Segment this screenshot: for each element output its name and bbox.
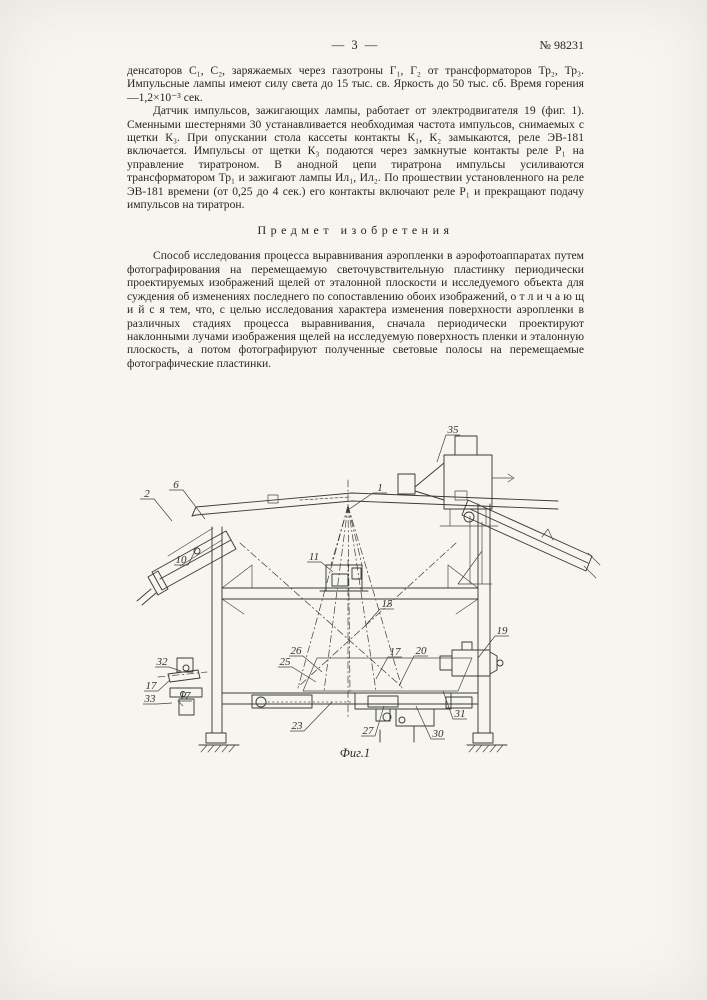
svg-text:6: 6: [173, 479, 179, 491]
figure-label-1: [348, 482, 387, 510]
svg-text:30: 30: [432, 728, 444, 740]
text-column: [127, 38, 584, 370]
left-projector: [137, 528, 236, 605]
figure-caption: Фиг.1: [339, 746, 371, 760]
svg-text:20: 20: [415, 645, 427, 657]
svg-text:11: 11: [308, 551, 320, 563]
figure-label-6: [169, 479, 205, 519]
svg-text:15: 15: [381, 598, 393, 610]
svg-text:2: 2: [144, 488, 150, 500]
svg-text:17: 17: [145, 680, 157, 692]
svg-text:10: 10: [175, 554, 187, 566]
svg-text:33: 33: [144, 693, 156, 705]
svg-text:25: 25: [279, 656, 291, 668]
figure-drawing: [120, 420, 620, 780]
figure-label-19: [478, 625, 509, 658]
svg-text:32: 32: [156, 656, 168, 668]
figure-label-25: [278, 656, 316, 682]
svg-text:23: 23: [291, 720, 303, 732]
figure-label-20: [399, 645, 428, 686]
paragraph-lamps: денсаторов С₁, С₂, заряжаемых через газотроны Г₁, Г₂ от трансформаторов Тр₂, Тр₃. Импульсные лампы имеют силу света до 15 тыс. св. Яркость до 50 тыс. сб. Время горения—1,2×10⁻³ сек.: [127, 64, 584, 104]
figure-label-17: [178, 690, 192, 706]
page-header: [127, 38, 584, 56]
svg-text:35: 35: [447, 424, 459, 436]
figure-label-30: [416, 706, 445, 740]
svg-text:26: 26: [290, 645, 302, 657]
drive-motor: [440, 642, 503, 690]
figure-1: [120, 420, 620, 780]
svg-text:17: 17: [179, 690, 191, 702]
section-heading: Предмет изобретения: [257, 223, 454, 238]
top-bridge: [192, 491, 558, 516]
right-projector-arm: [458, 500, 600, 584]
svg-text:17: 17: [389, 646, 401, 658]
patent-number: № 98231: [539, 38, 584, 52]
page-number: — 3 —: [331, 38, 380, 52]
figure-label-33: [143, 693, 172, 705]
svg-text:31: 31: [454, 708, 466, 720]
paragraph-pulse-sensor: Датчик импульсов, зажигающих лампы, работает от электродвигателя 19 (фиг. 1). Сменными шестернями 30 устанавливается необходимая частота импульсов, снимаемых с щетки К₃. При опускании стола кассеты контакты К₁, К₂ замыкаются, реле ЭВ-181 включается. Импульсы от щетки К₃ подаются через замкнутые контакты реле Р₁ на управление тиратроном. В анодной цепи тиратрона импульсы усиливаются трансформатором Тр₁ и зажигают лампы Ил₁, Ил₂. По прошествии установленного на реле ЭВ-181 времени (от 0,25 до 4 сек.) его контакты включают реле Р₁ и прекращают подачу импульсов на тиратрон.: [127, 104, 584, 212]
figure-label-11: [307, 551, 333, 572]
figure-label-17: [144, 680, 170, 692]
central-optical-unit: [320, 565, 368, 591]
paragraph-claim: Способ исследования процесса выравнивания аэропленки в аэрофотоаппаратах путем фотографирования на перемещаемую светочувствительную пластинку периодически проектируемых изображений щелей от эталонной плоскости и исследуемого объекта для суждения об изменениях последнего по сопоставлению обоих изображений, о т л и ч а ю щ и й с я тем, что, с целью исследования характера изменения поверхности аэропленки в различных стадиях процесса выравнивания, сначала периодически проектируют наклонными лучами изображения щелей на исследуемую поверхность пленки и эталонную плоскость, а потом фотографируют полученные световые полосы на перемещаемые фотографические пластинки.: [127, 249, 584, 370]
figure-label-35: [437, 424, 460, 462]
svg-text:1: 1: [377, 482, 383, 494]
figure-label-2: [140, 488, 172, 521]
figure-label-31: [443, 691, 467, 720]
svg-text:27: 27: [362, 725, 374, 737]
slit-plate: [303, 658, 472, 691]
svg-text:19: 19: [496, 625, 508, 637]
figure-label-23: [290, 702, 332, 732]
figure-label-27: [361, 706, 384, 737]
